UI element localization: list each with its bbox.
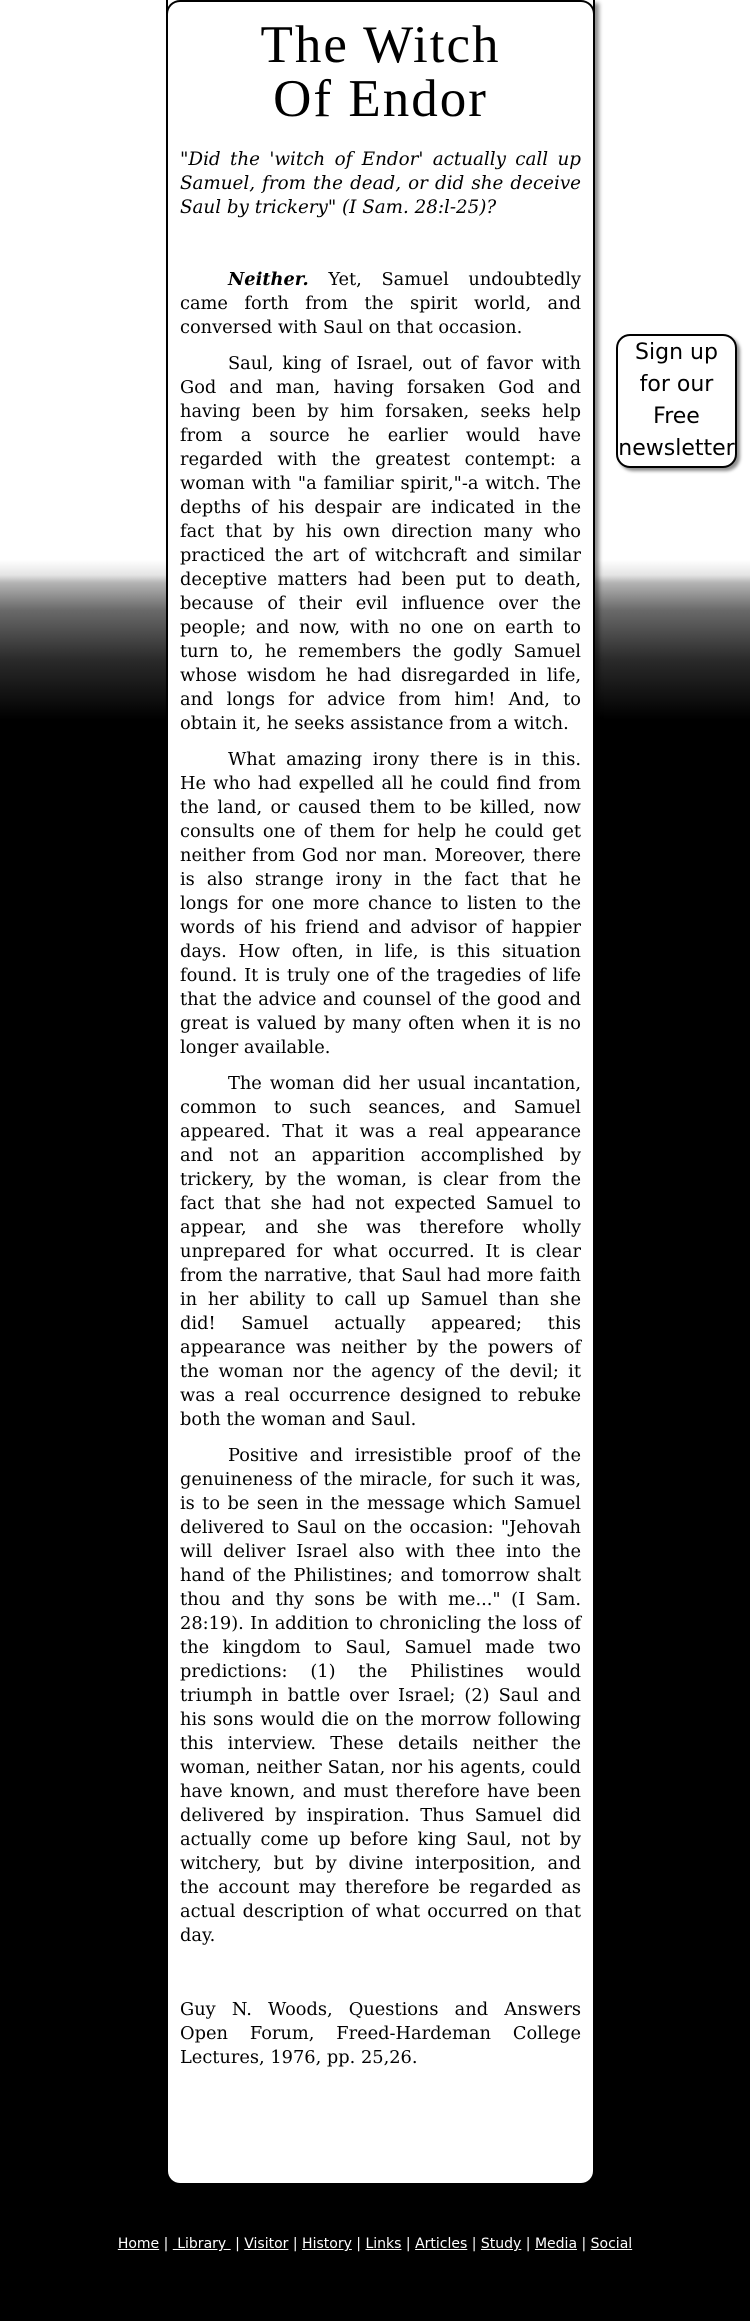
answer-paragraph <box>180 268 581 340</box>
source-citation: Guy N. Woods, Questions and Answers Open Forum, Freed-Hardeman College Lectures, 1976, pp. 25,26. <box>180 1999 581 2068</box>
article-body <box>180 268 581 1948</box>
body-paragraph: Saul, king of Israel, out of favor with God and man, having forsaken God and having been by him forsaken, seeks help from a source he earlier would have regarded with the greatest contempt: a woman with "a familiar spirit,"-a witch. The depths of his despair are indicated in the fact that by his own direction many who practiced the art of witchcraft and similar deceptive matters had been put to death, because of their evil influence over the people; and now, with no one on earth to turn to, he remembers the godly Samuel whose wisdom he had disregarded in life, and longs for advice from him! And, to obtain it, he seeks assistance from a witch. <box>180 353 581 734</box>
footer-separator: | <box>351 2236 366 2252</box>
newsletter-signup-button[interactable] <box>616 334 737 468</box>
footer-link-social[interactable]: Social <box>590 2236 633 2252</box>
newsletter-signup-label: Sign up for our Free newsletter <box>618 340 735 461</box>
footer-link-media[interactable]: Media <box>534 2236 578 2252</box>
page-title-line1: The Witch <box>260 16 501 74</box>
footer-separator: | <box>467 2236 481 2252</box>
article-card <box>166 0 595 2185</box>
article-content <box>180 18 581 2070</box>
page-title <box>180 18 581 126</box>
body-paragraph: The woman did her usual incantation, common to such seances, and Samuel appeared. That it was a real appearance and not an apparition accomplished by trickery, by the woman, is clear from the fact that she had not expected Samuel to appear, and she was therefore wholly unprepared for what occurred. It is clear from the narrative, that Saul had more faith in her ability to call up Samuel than she did! Samuel actually appeared; this appearance was neither by the powers of the woman nor the agency of the devil; it was a real occurrence designed to rebuke both the woman and Saul. <box>180 1073 581 1430</box>
question-text: "Did the 'witch of Endor' actually call up Samuel, from the dead, or did she deceive Saul by trickery" (I Sam. 28:l-25)? <box>180 149 581 218</box>
footer-separator: | <box>288 2236 303 2252</box>
footer-separator: | <box>577 2236 591 2252</box>
footer-separator: | <box>159 2236 173 2252</box>
footer-link-library[interactable]: Library <box>172 2236 231 2252</box>
footer-separator: | <box>521 2236 535 2252</box>
body-paragraph: Positive and irresistible proof of the genuineness of the miracle, for such it was, is to be seen in the message which Samuel delivered to Saul on the occasion: "Jehovah will deliver Israel also with thee into the hand of the Philistines; and tomorrow shalt thou and thy sons be with me..." (I Sam. 28:19). In addition to chronicling the loss of the kingdom to Saul, Samuel made two predictions: (1) the Philistines would triumph in battle over Israel; (2) Saul and his sons would die on the morrow following this interview. These details neither the woman, neither Satan, nor his agents, could have known, and must therefore have been delivered by inspiration. Thus Samuel did actually come up before king Saul, not by witchery, but by divine interposition, and the account may therefore be regarded as actual description of what occurred on that day. <box>180 1445 581 1946</box>
footer-link-articles[interactable]: Articles <box>415 2236 468 2252</box>
page-title-line2: Of Endor <box>273 70 488 128</box>
footer-separator: | <box>230 2236 245 2252</box>
footer-nav <box>0 2236 750 2252</box>
footer-link-links[interactable]: Links <box>365 2236 402 2252</box>
footer-link-home[interactable]: Home <box>117 2236 160 2252</box>
footer-link-study[interactable]: Study <box>480 2236 522 2252</box>
footer-separator: | <box>401 2236 416 2252</box>
answer-rest: Yet, Samuel undoubtedly came forth from the spirit world, and conversed with Saul on that occasion. <box>180 269 581 338</box>
footer-link-history[interactable]: History <box>302 2236 352 2252</box>
body-paragraph: What amazing irony there is in this. He who had expelled all he could find from the land, or caused them to be killed, now consults one of them for help he could get neither from God nor man. Moreover, there is also strange irony in the fact that he longs for one more chance to listen to the words of his friend and advisor of happier days. How often, in life, is this situation found. It is truly one of the tragedies of life that the advice and counsel of the good and great is valued by many often when it is no longer available. <box>180 749 581 1058</box>
answer-word: Neither. <box>228 269 309 290</box>
footer-link-visitor[interactable]: Visitor <box>244 2236 289 2252</box>
